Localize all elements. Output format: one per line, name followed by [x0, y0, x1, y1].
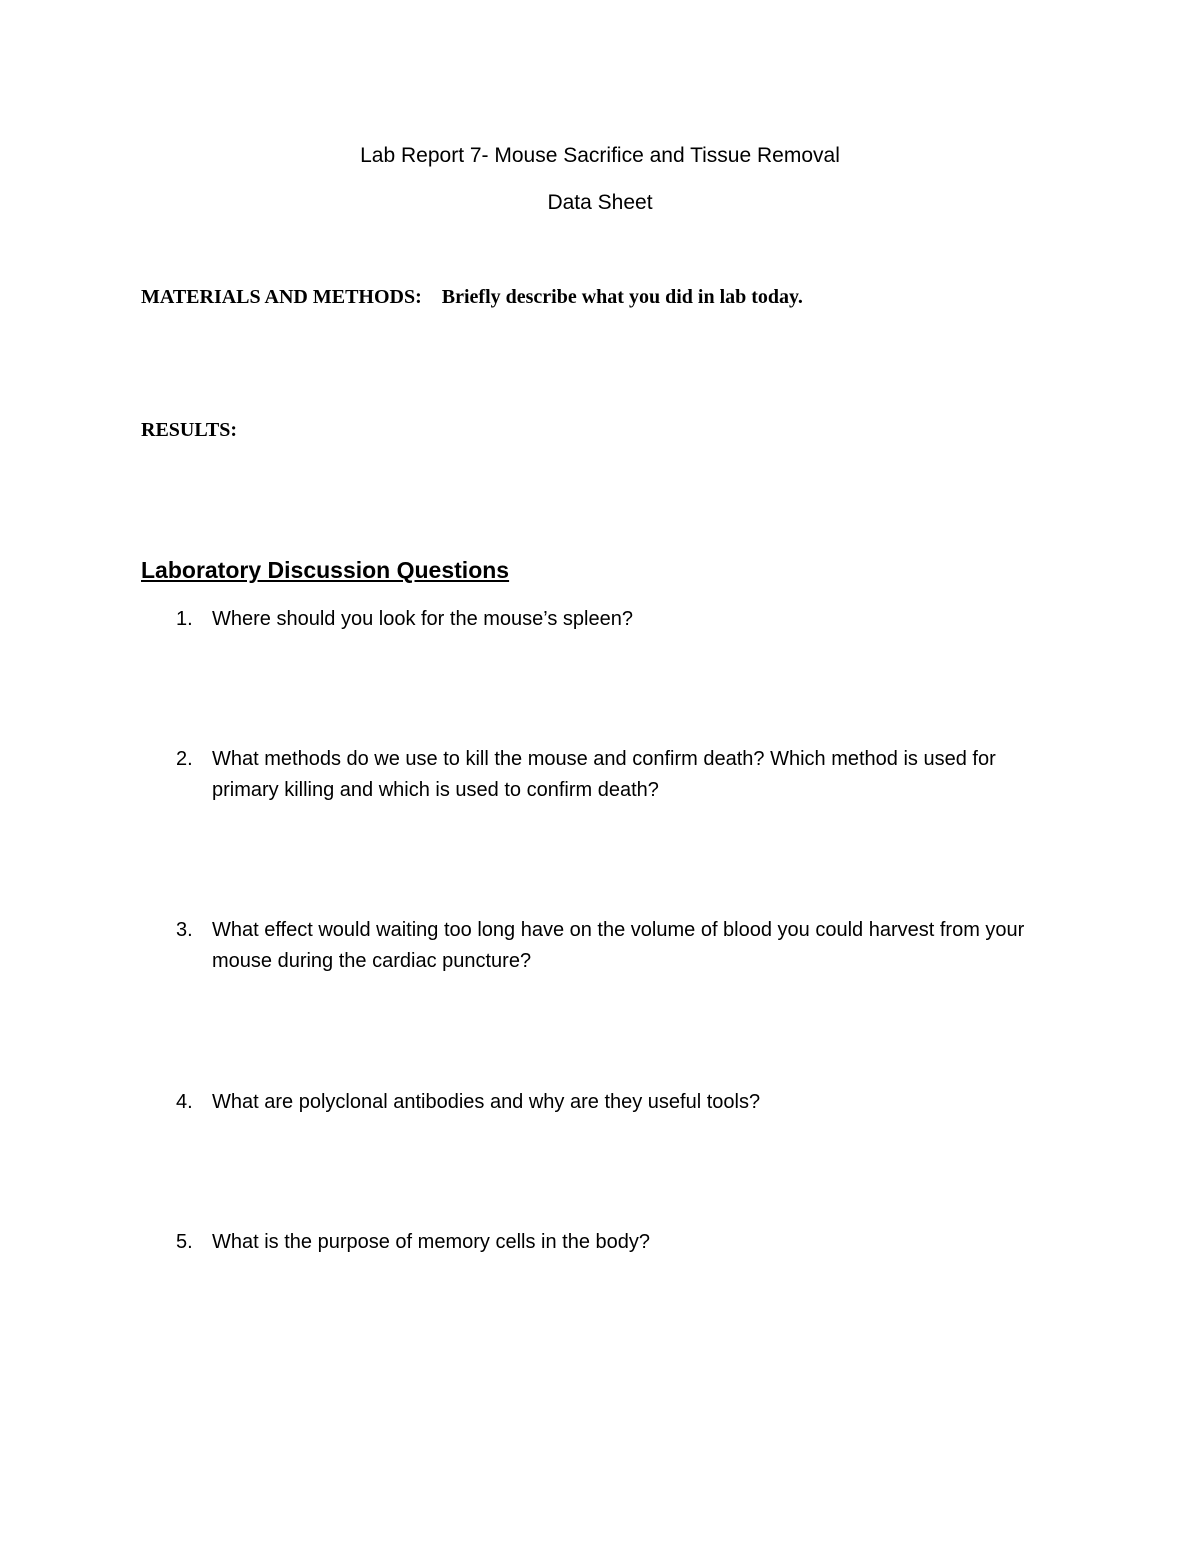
- materials-methods-label: MATERIALS AND METHODS:: [141, 286, 422, 308]
- discussion-question: [176, 744, 1076, 806]
- question-number: 5.: [176, 1231, 193, 1253]
- question-text: What is the purpose of memory cells in the body?: [212, 1231, 650, 1253]
- question-text: What methods do we use to kill the mouse and confirm death? Which method is used for primary killing and which is used to confirm death?: [212, 748, 996, 801]
- discussion-question: [176, 1227, 1076, 1258]
- materials-methods-prompt: Briefly describe what you did in lab today.: [441, 286, 803, 308]
- question-number: 3.: [176, 919, 193, 941]
- discussion-question: [176, 604, 1076, 635]
- document-title: Lab Report 7- Mouse Sacrifice and Tissue Removal: [360, 144, 840, 167]
- question-number: 4.: [176, 1091, 193, 1113]
- question-text: What effect would waiting too long have on the volume of blood you could harvest from your mouse during the cardiac puncture?: [212, 919, 1025, 972]
- question-number: 2.: [176, 748, 193, 770]
- question-text: What are polyclonal antibodies and why are they useful tools?: [212, 1091, 761, 1113]
- discussion-question: [176, 915, 1076, 977]
- results-label: RESULTS:: [141, 419, 237, 441]
- materials-methods-section: [141, 285, 803, 309]
- question-text: Where should you look for the mouse’s spleen?: [212, 608, 633, 630]
- discussion-question: [176, 1087, 1076, 1118]
- question-number: 1.: [176, 608, 193, 630]
- discussion-heading: Laboratory Discussion Questions: [141, 557, 510, 583]
- document-subtitle: Data Sheet: [547, 191, 653, 214]
